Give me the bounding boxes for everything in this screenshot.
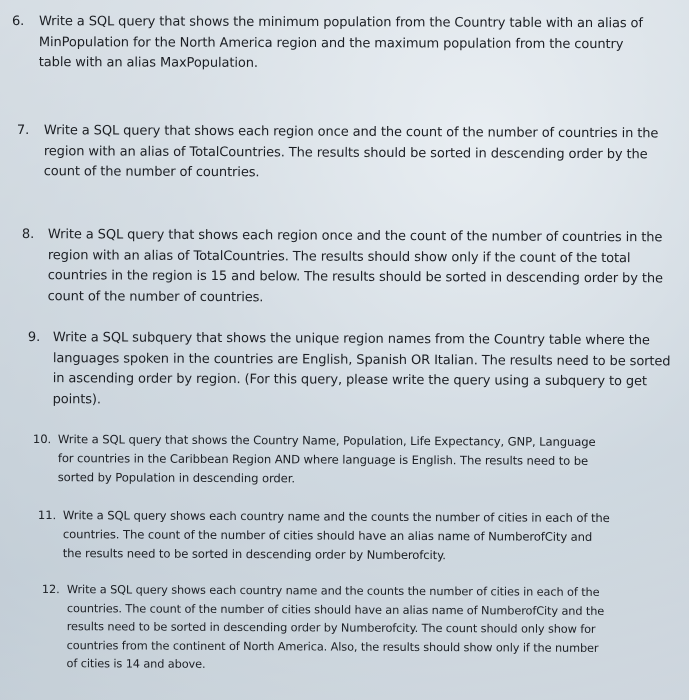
- question-number: 12.: [41, 583, 60, 597]
- question-text-line: for countries in the Caribbean Region AND where language is English. The results need to be: [57, 451, 589, 468]
- question-text-line: countries in the region is 15 and below. The results should be sorted in descending order by the: [47, 268, 663, 287]
- question-7: [17, 121, 659, 186]
- question-text-line: in ascending order by region. (For this query, please write the query using a subquery to get: [52, 371, 647, 390]
- question-text-line: region with an alias of TotalCountries. The results should show only if the count of the total: [47, 247, 631, 266]
- question-9: [28, 328, 671, 413]
- question-text-line: the results need to be sorted in descending order by Numberofcity.: [62, 546, 446, 563]
- question-text-line: Write a SQL query that shows each region once and the count of the number of countries in the: [47, 227, 663, 246]
- question-text-line: points).: [52, 391, 102, 407]
- question-text-line: Write a SQL query that shows the minimum population from the Country table with an alias of: [38, 14, 643, 32]
- question-text-line: Write a SQL query that shows each region once and the count of the number of countries in the: [43, 123, 659, 142]
- question-10: [33, 430, 596, 490]
- question-8: [22, 225, 664, 310]
- question-number: 9.: [27, 329, 41, 346]
- question-text-line: of cities is 14 and above.: [66, 657, 206, 672]
- question-6: [12, 12, 643, 76]
- question-text-line: MinPopulation for the North America region and the maximum population from the country: [38, 34, 624, 52]
- question-text-line: Write a SQL subquery that shows the unique region names from the Country table where the: [52, 330, 650, 349]
- question-text-line: count of the number of countries.: [47, 288, 264, 305]
- question-number: 10.: [32, 431, 52, 447]
- question-number: 7.: [16, 122, 30, 139]
- question-text-line: countries. The count of the number of cities should have an alias name of NumberofCity and the: [66, 601, 605, 618]
- question-text-line: countries. The count of the number of cities should have an alias name of NumberofCity and: [62, 527, 593, 544]
- question-text-line: Write a SQL query shows each country name and the counts the number of cities in each of the: [66, 583, 600, 599]
- question-text-line: count of the number of countries.: [43, 164, 260, 181]
- question-number: 6.: [11, 13, 25, 30]
- question-text-line: Write a SQL query that shows the Country Name, Population, Life Expectancy, GNP, Language: [57, 432, 596, 449]
- question-text-line: countries from the continent of North America. Also, the results should show only if the number: [66, 638, 599, 655]
- question-number: 11.: [37, 507, 57, 523]
- question-text-line: languages spoken in the countries are English, Spanish OR Italian. The results need to be sorted: [52, 350, 671, 369]
- question-text-line: table with an alias MaxPopulation.: [38, 55, 258, 71]
- question-11: [38, 506, 610, 566]
- question-text-line: Write a SQL query shows each country name and the counts the number of cities in each of the: [62, 508, 610, 525]
- question-text-line: region with an alias of TotalCountries. The results should be sorted in descending order by the: [43, 143, 648, 162]
- question-number: 8.: [21, 226, 35, 243]
- question-text-line: results need to be sorted in descending order by Numberofcity. The count should only show for: [66, 620, 596, 637]
- question-12: [42, 581, 605, 677]
- question-text-line: sorted by Population in descending order.: [57, 470, 295, 486]
